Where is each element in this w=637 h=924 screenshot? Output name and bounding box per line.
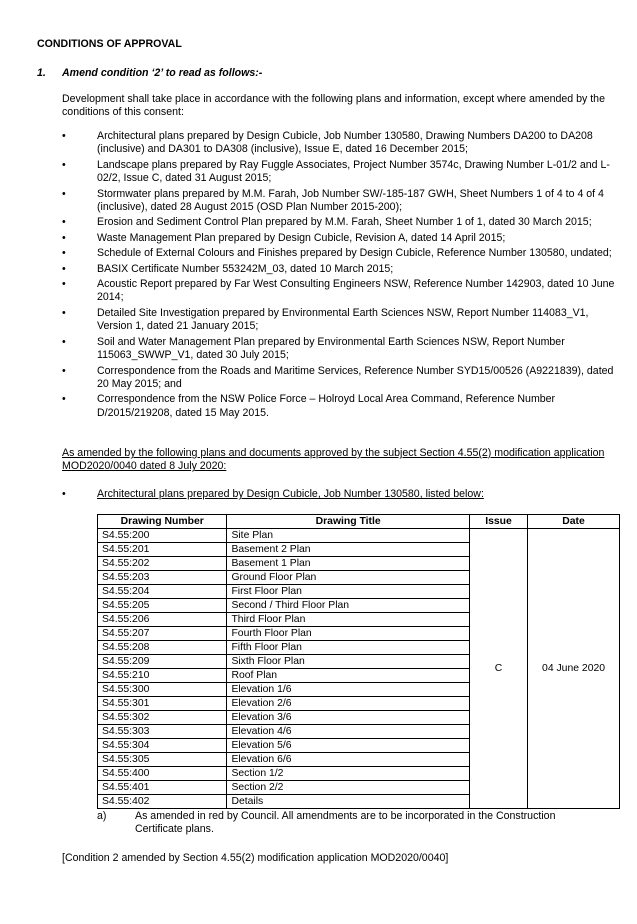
list-item [62, 130, 617, 157]
drawing-title-cell: Elevation 2/6 [227, 697, 469, 711]
bullet-icon: • [62, 187, 66, 200]
list-item-text: Correspondence from the NSW Police Force – Holroyd Local Area Command, Reference Number D/2015/219208, dated 15 May 2015. [97, 393, 556, 419]
table-row [98, 529, 620, 543]
drawing-title-cell: Basement 1 Plan [227, 557, 469, 571]
bullet-icon: • [62, 393, 66, 406]
drawing-number-cell: S4.55:304 [98, 739, 227, 753]
list-item [62, 247, 617, 260]
drawing-number-cell: S4.55:305 [98, 753, 227, 767]
drawing-title-cell: Second / Third Floor Plan [227, 599, 469, 613]
drawing-number-cell: S4.55:209 [98, 655, 227, 669]
note-text: As amended in red by Council. All amendments are to be incorporated in the Construction Certificate plans. [135, 810, 556, 836]
list-item [62, 159, 617, 186]
drawing-number-cell: S4.55:210 [98, 669, 227, 683]
col-header-issue: Issue [469, 515, 527, 529]
list-item-text: Schedule of External Colours and Finishes prepared by Design Cubicle, Reference Number 130580, undated; [97, 247, 612, 260]
note-label: a) [97, 810, 107, 822]
plans-bullet-list [62, 130, 622, 422]
condition-footer: [Condition 2 amended by Section 4.55(2) modification application MOD2020/0040] [62, 852, 449, 864]
drawing-number-cell: S4.55:301 [98, 697, 227, 711]
drawing-title-cell: Sixth Floor Plan [227, 655, 469, 669]
drawing-number-cell: S4.55:207 [98, 627, 227, 641]
drawing-title-cell: Roof Plan [227, 669, 469, 683]
architectural-plans-text: Architectural plans prepared by Design Cubicle, Job Number 130580, listed below: [97, 488, 484, 500]
drawing-title-cell: Third Floor Plan [227, 613, 469, 627]
list-item-text: Landscape plans prepared by Ray Fuggle Associates, Project Number 3574c, Drawing Number L-01/2 and L-02/2, Issue C, dated 31 August 2015; [97, 158, 610, 185]
drawing-number-cell: S4.55:205 [98, 599, 227, 613]
condition-number: 1. [37, 67, 46, 79]
bullet-icon: • [62, 278, 66, 291]
col-header-date: Date [528, 515, 620, 529]
drawing-title-cell: Section 1/2 [227, 767, 469, 781]
drawing-number-cell: S4.55:300 [98, 683, 227, 697]
drawings-table [97, 514, 620, 809]
drawing-number-cell: S4.55:303 [98, 725, 227, 739]
drawing-title-cell: Elevation 3/6 [227, 711, 469, 725]
list-item-text: Soil and Water Management Plan prepared by Environmental Earth Sciences NSW, Report Number 115063_SWWP_V1, dated 30 July 2015; [97, 335, 565, 362]
bullet-icon: • [62, 488, 66, 500]
bullet-icon: • [62, 364, 66, 377]
bullet-icon: • [62, 231, 66, 244]
bullet-icon: • [62, 306, 66, 319]
list-item [62, 232, 617, 245]
bullet-icon: • [62, 158, 66, 171]
drawing-number-cell: S4.55:200 [98, 529, 227, 543]
list-item [62, 216, 617, 229]
drawing-title-cell: Elevation 4/6 [227, 725, 469, 739]
list-item [62, 307, 617, 334]
drawing-number-cell: S4.55:208 [98, 641, 227, 655]
list-item [62, 278, 617, 305]
drawing-number-cell: S4.55:204 [98, 585, 227, 599]
drawing-title-cell: First Floor Plan [227, 585, 469, 599]
bullet-icon: • [62, 262, 66, 275]
table-header-row [98, 515, 620, 529]
drawing-number-cell: S4.55:202 [98, 557, 227, 571]
date-cell: 04 June 2020 [528, 529, 620, 809]
list-item [62, 365, 617, 392]
bullet-icon: • [62, 247, 66, 260]
drawing-title-cell: Ground Floor Plan [227, 571, 469, 585]
bullet-icon: • [62, 216, 66, 229]
drawing-title-cell: Elevation 6/6 [227, 753, 469, 767]
bullet-icon: • [62, 130, 66, 142]
condition-intro: Development shall take place in accordance with the following plans and information, except where amended by the conditions of this consent: [62, 93, 605, 119]
list-item-text: BASIX Certificate Number 553242M_03, dated 10 March 2015; [97, 262, 394, 275]
list-item-text: Waste Management Plan prepared by Design Cubicle, Revision A, dated 14 April 2015; [97, 231, 506, 244]
issue-cell: C [469, 529, 527, 809]
list-item-text: Correspondence from the Roads and Maritime Services, Reference Number SYD15/00526 (A9221839), dated 20 May 2015; and [97, 364, 614, 390]
drawing-title-cell: Section 2/2 [227, 781, 469, 795]
drawing-title-cell: Details [227, 795, 469, 809]
drawing-number-cell: S4.55:402 [98, 795, 227, 809]
drawing-title-cell: Site Plan [227, 529, 469, 543]
drawing-number-cell: S4.55:206 [98, 613, 227, 627]
list-item-text: Stormwater plans prepared by M.M. Farah, Job Number SW/-185-187 GWH, Sheet Numbers 1 of 4 to 4 of 4 (inclusive), dated 28 August 2015 (OSD Plan Number 2015-200); [97, 187, 604, 214]
drawing-title-cell: Fifth Floor Plan [227, 641, 469, 655]
col-header-drawing-title: Drawing Title [227, 515, 469, 529]
amended-heading: As amended by the following plans and documents approved by the subject Section 4.55(2) modification application MOD2020/0040 dated 8 July 2020: [62, 447, 605, 473]
drawing-number-cell: S4.55:302 [98, 711, 227, 725]
bullet-icon: • [62, 335, 66, 348]
col-header-drawing-number: Drawing Number [98, 515, 227, 529]
drawing-number-cell: S4.55:201 [98, 543, 227, 557]
list-item [62, 263, 617, 276]
drawing-number-cell: S4.55:401 [98, 781, 227, 795]
page-title: CONDITIONS OF APPROVAL [37, 38, 182, 50]
drawing-number-cell: S4.55:203 [98, 571, 227, 585]
list-item [62, 188, 617, 215]
list-item-text: Erosion and Sediment Control Plan prepared by M.M. Farah, Sheet Number 1 of 1, dated 30 March 2015; [97, 216, 592, 229]
list-item-text: Acoustic Report prepared by Far West Consulting Engineers NSW, Reference Number 142903, dated 10 June 2014; [97, 278, 615, 304]
list-item [62, 393, 617, 420]
list-item-text: Detailed Site Investigation prepared by Environmental Earth Sciences NSW, Report Number 114083_V1, Version 1, dated 21 January 2015; [97, 306, 589, 333]
drawing-title-cell: Fourth Floor Plan [227, 627, 469, 641]
drawing-title-cell: Elevation 1/6 [227, 683, 469, 697]
list-item-text: Architectural plans prepared by Design Cubicle, Job Number 130580, Drawing Numbers DA200 to DA208 (inclusive) and DA301 to DA308 (inclusive), Issue E, dated 16 December 2015; [97, 130, 593, 156]
list-item [62, 336, 617, 363]
drawing-number-cell: S4.55:400 [98, 767, 227, 781]
drawing-title-cell: Basement 2 Plan [227, 543, 469, 557]
drawing-title-cell: Elevation 5/6 [227, 739, 469, 753]
condition-heading: Amend condition ‘2’ to read as follows:- [62, 67, 263, 79]
